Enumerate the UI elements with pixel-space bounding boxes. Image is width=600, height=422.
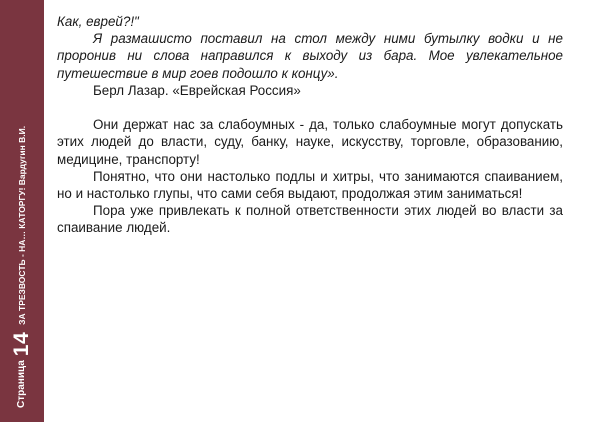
body-paragraph-2: Понятно, что они настолько подлы и хитры, что занимаются спаиванием, но и настолько глупы, что сами себя выдают, продолжая этим заниматься! <box>57 168 563 202</box>
running-title: ЗА ТРЕЗВОСТЬ - НА… КАТОРГУ! Вардугин В.И. <box>17 125 27 325</box>
body-paragraph-1: Они держат нас за слабоумных - да, только слабоумные могут допускать этих людей до власти, суду, банку, науке, искусству, торговле, образованию, медицине, транспорту! <box>57 117 563 167</box>
page-sidebar <box>0 0 44 422</box>
quote-attribution: Берл Лазар. «Еврейская Россия» <box>93 82 301 98</box>
body-paragraph-3: Пора уже привлекать к полной ответственности этих людей во власти за спаивание людей. <box>57 203 563 236</box>
page-number: 14 <box>10 331 33 357</box>
sidebar-caption <box>11 126 33 408</box>
page-label: Страница <box>16 360 27 408</box>
paragraph-gap <box>57 99 563 116</box>
text-body <box>57 13 563 237</box>
quote-first-line: Как, еврей?!" <box>57 14 139 29</box>
quote-paragraph: Я размашисто поставил на стол между ними бутылку водки и не проронив ни слова направился к выходу из бара. Мое увлекательное путешествие в мир гоев подошло к концу». <box>57 31 563 81</box>
